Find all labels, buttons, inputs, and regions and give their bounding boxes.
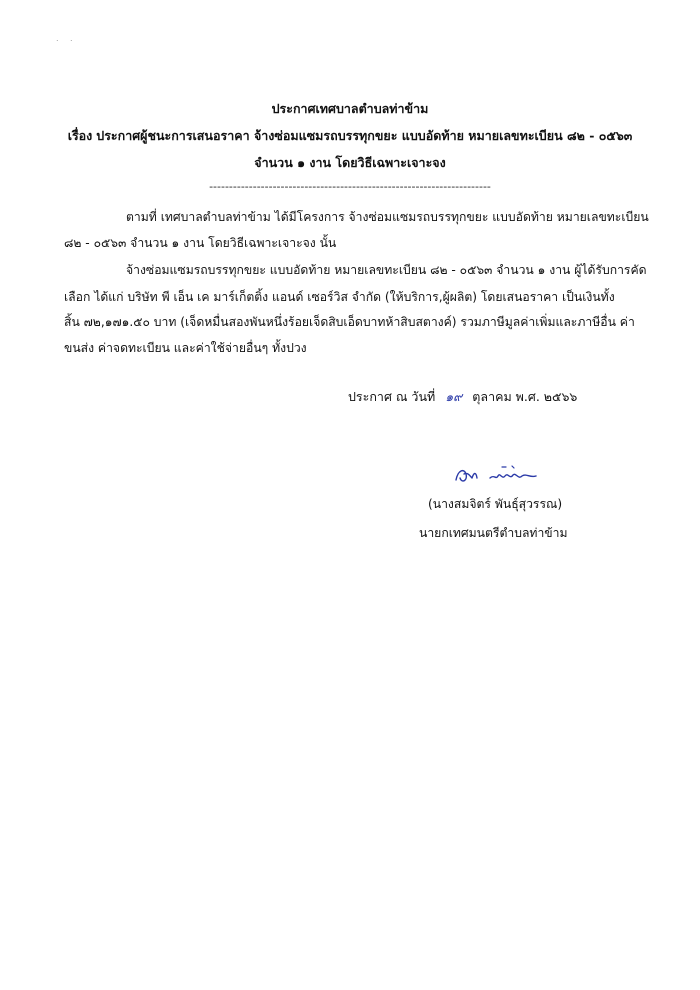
signer-position: นายกเทศมนตรีตำบลท่าข้าม: [419, 526, 568, 540]
paragraph2-line1: จ้างซ่อมแซมรถบรรทุกขยะ แบบอัดท้าย หมายเลขทะเบียน ๘๒ - ๐๕๖๓ จำนวน ๑ งาน ผู้ได้รับการคัด: [126, 263, 647, 277]
announcement-date: [348, 387, 577, 407]
document-title: ประกาศเทศบาลตำบลท่าข้าม: [271, 101, 429, 116]
paragraph1-line1: ตามที่ เทศบาลตำบลท่าข้าม ได้มีโครงการ จ้างซ่อมแซมรถบรรทุกขยะ แบบอัดท้าย หมายเลขทะเบียน: [126, 210, 649, 224]
scan-speck: .: [56, 34, 59, 43]
date-day: ๑๙: [445, 389, 463, 404]
signer-name: (นางสมจิตร์ พันธุ์สุวรรณ): [428, 497, 563, 511]
document-subject-continued: จำนวน ๑ งาน โดยวิธีเฉพาะเจาะจง: [254, 155, 446, 170]
handwritten-signature: [450, 460, 550, 492]
paragraph2-line2: เลือก ได้แก่ บริษัท พี เอ็น เค มาร์เก็ตติ้ง แอนด์ เซอร์วิส จำกัด (ให้บริการ,ผู้ผลิต) โดยเสนอราคา เป็นเงินทั้ง: [64, 290, 615, 304]
paragraph1-line2: ๘๒ - ๐๕๖๓ จำนวน ๑ งาน โดยวิธีเฉพาะเจาะจง นั้น: [64, 236, 337, 250]
paragraph2-line4: ขนส่ง ค่าจดทะเบียน และค่าใช้จ่ายอื่นๆ ทั้งปวง: [64, 341, 307, 355]
date-prefix: ประกาศ ณ วันที่: [348, 389, 436, 404]
subject-text: ประกาศผู้ชนะการเสนอราคา จ้างซ่อมแซมรถบรรทุกขยะ แบบอัดท้าย หมายเลขทะเบียน ๘๒ - ๐๕๖๓: [96, 128, 633, 143]
subject-label: เรื่อง: [67, 128, 93, 143]
scan-speck: .: [70, 34, 73, 43]
document-subject: [0, 126, 700, 146]
divider-line: -----------------------------------------------------------------------: [209, 180, 491, 193]
paragraph2-line3: สิ้น ๗๒,๑๗๑.๕๐ บาท (เจ็ดหมื่นสองพันหนึ่งร้อยเจ็ดสิบเอ็ดบาทห้าสิบสตางค์) รวมภาษีมูลค่าเพิ่มและภาษีอื่น ค่า: [64, 315, 635, 329]
date-month-year: ตุลาคม พ.ศ. ๒๕๖๖: [472, 389, 578, 404]
